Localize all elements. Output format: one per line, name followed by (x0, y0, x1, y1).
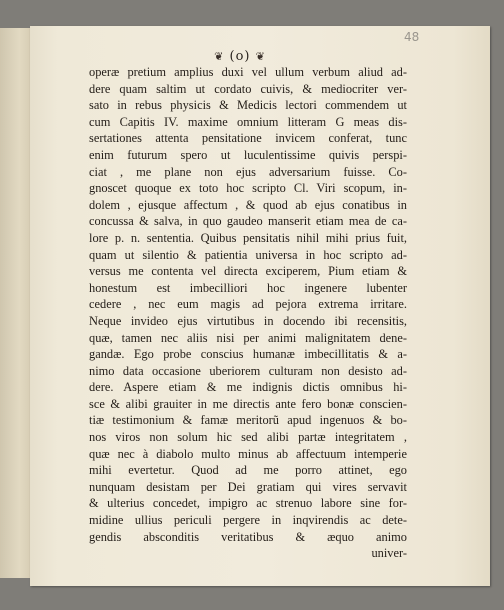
text-line: nos viros non solum hic sed alibi partæ integritatem , (89, 430, 407, 445)
text-line: lore p. n. sententia. Quibus pensitatis nihil mihi prius fuit, (89, 230, 407, 245)
text-line: & ulterius concedet, impigro ac strenuo labore sine for- (89, 496, 407, 511)
text-line: tiæ testimonium & famæ meritorũ apud ingenuos & bo- (89, 413, 407, 428)
page-mark: (o) (229, 49, 251, 64)
text-line: Neque invideo ejus virtutibus in docendo ibi recensitis, (89, 313, 407, 328)
text-line: quæ, tamen nec aliis nisi per animi malignitatem dene- (89, 330, 407, 345)
text-line: dere quam saltim ut cordato cuivis, & mediocriter ver- (89, 81, 407, 96)
text-line: cedere , nec eum magis ad pejora extrema irritare. (89, 297, 407, 312)
text-line: midine ullius periculi pergere in inqvirendis ac dete- (89, 513, 407, 528)
text-line: gandæ. Ego probe conscius humanæ imbecillitatis & a- (89, 347, 407, 362)
pencil-folio-number: 48 (404, 30, 420, 44)
page-header (200, 49, 280, 64)
text-line: dere. Aspere etiam & me indignis dictis omnibus hi- (89, 380, 407, 395)
text-line: gnoscet quoque ex toto hoc scripto Cl. Viri scopum, in- (89, 181, 407, 196)
text-line: dolem , ejusque affectum , & quod ab ejus conatibus in (89, 197, 407, 212)
text-line: univer- (371, 546, 407, 561)
text-line: cum Capitis IV. maxime omnium litteram G meas dis- (89, 114, 407, 129)
previous-page-edge (0, 28, 33, 578)
text-line: nimo data occasione uberiorem culturam non desisto ad- (89, 363, 407, 378)
text-line: honestum est imbecilliori hoc ingenere lubenter (89, 280, 407, 295)
text-line: sertationes attenta pensitatione invicem conferat, tunc (89, 131, 407, 146)
text-line: operæ pretium amplius duxi vel ullum verbum aliud ad- (89, 65, 407, 79)
text-line: sce & alibi grauiter in me directis ante fero bonæ conscien- (89, 396, 407, 411)
body-text (89, 64, 407, 562)
text-line: ciat , me plane non ejus adversarium fuisse. Co- (89, 164, 407, 179)
text-line: gendis absconditis veritatibus & æquo animo (89, 529, 407, 544)
text-line: versus me contenta vel directa exciperem, Pium etiam & (89, 264, 407, 279)
text-line: sato in rebus physicis & Medicis lectori commendem ut (89, 98, 407, 113)
text-line: quæ nec à diabolo multo minus ab affectuum intemperie (89, 446, 407, 461)
ornament-left-icon: ❦ (214, 50, 225, 63)
text-line: nunquam desistam per Dei gratiam qui vires servavit (89, 479, 407, 494)
text-line: mihi evertetur. Quod ad me porro attinet, ego (89, 463, 407, 478)
text-line: concussa & salva, in quo gaudeo manserit etiam mea de ca- (89, 214, 407, 229)
text-line: enim futurum spero ut luculentissime quivis perspi- (89, 147, 407, 162)
text-line: quam ut silentio & patientia universa in hoc scripto ad- (89, 247, 407, 262)
ornament-right-icon: ❦ (255, 50, 266, 63)
